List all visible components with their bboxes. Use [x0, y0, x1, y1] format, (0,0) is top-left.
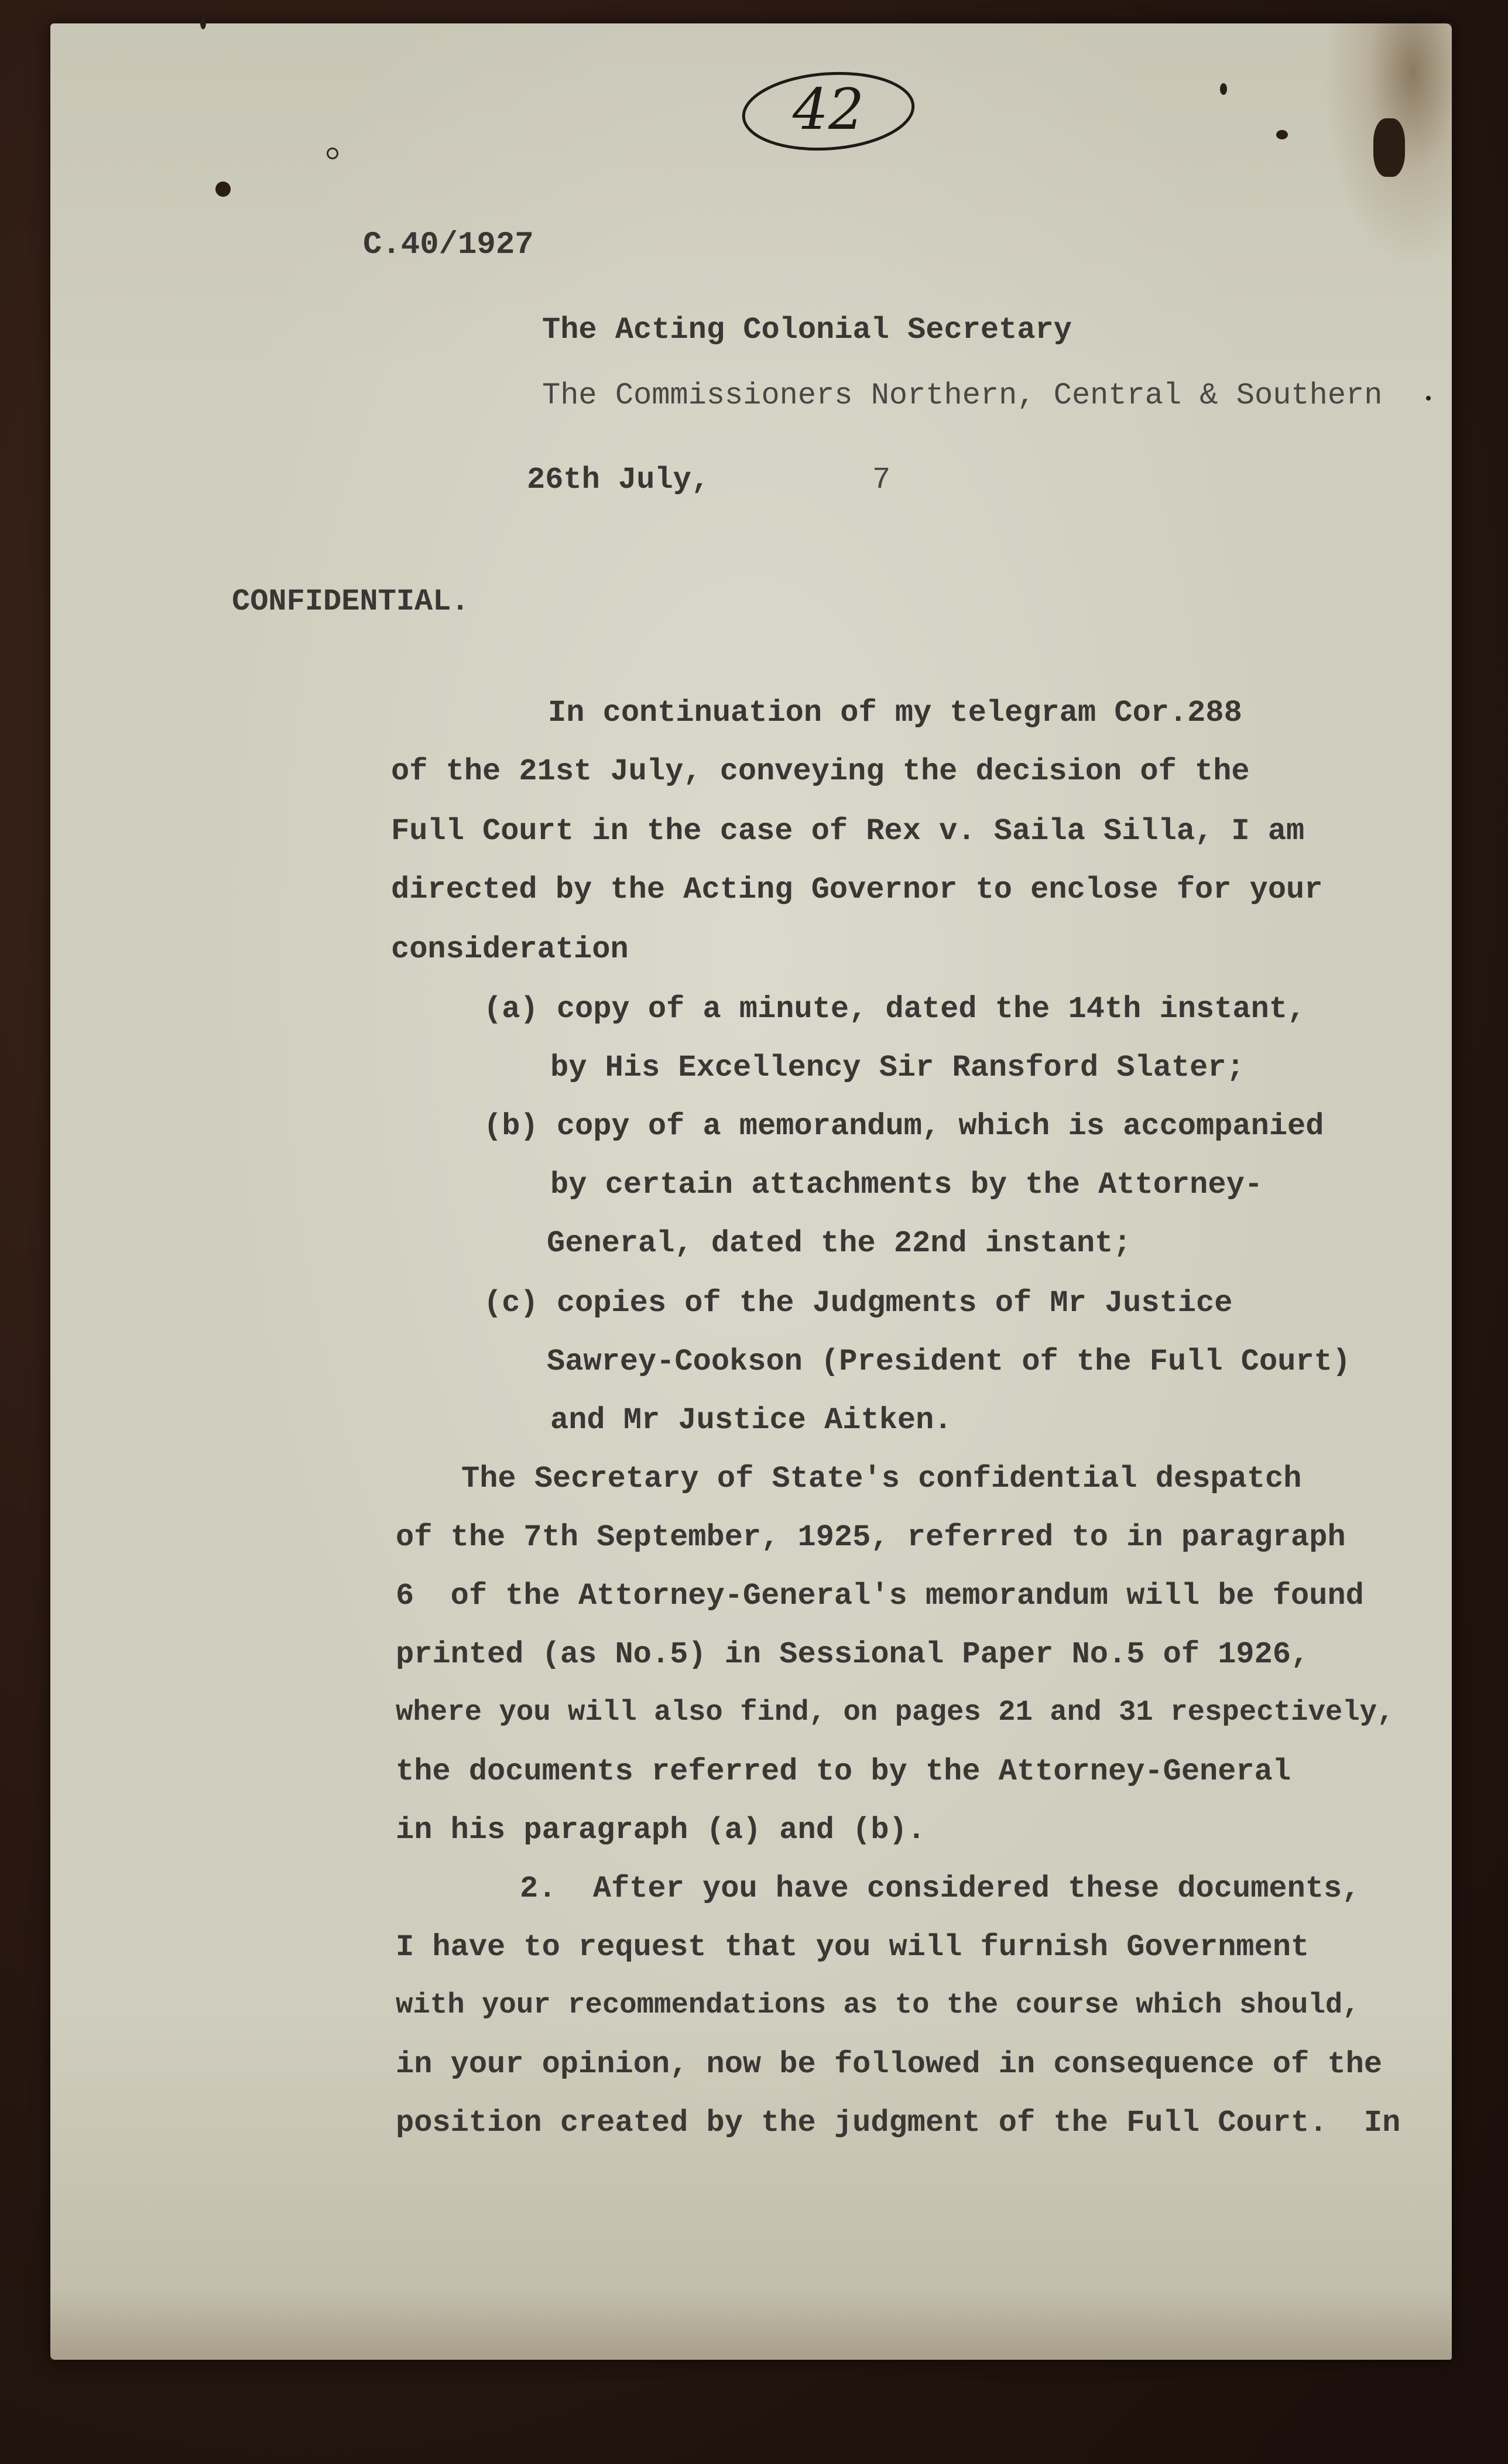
from-line: The Acting Colonial Secretary	[542, 313, 1072, 347]
body-line: directed by the Acting Governor to enclose for your	[391, 872, 1323, 907]
body-line: General, dated the 22nd instant;	[547, 1226, 1132, 1261]
paper-speck	[1276, 130, 1288, 139]
body-line: 6 of the Attorney-General's memorandum will be found	[396, 1579, 1364, 1613]
paper-speck	[1220, 83, 1227, 95]
body-line: I have to request that you will furnish Government	[396, 1930, 1310, 1965]
body-line: where you will also find, on pages 21 and 31 respectively,	[396, 1696, 1394, 1729]
body-line: by certain attachments by the Attorney-	[550, 1168, 1263, 1202]
body-line: (c) copies of the Judgments of Mr Justice	[484, 1286, 1233, 1320]
to-line: The Commissioners Northern, Central & Southern	[542, 378, 1383, 413]
page-number-text: 42	[792, 77, 865, 142]
body-line: the documents referred to by the Attorney-General	[396, 1754, 1291, 1789]
body-line: Full Court in the case of Rex v. Saila Silla, I am	[391, 814, 1305, 848]
paper-speck	[1373, 118, 1405, 177]
body-line: The Secretary of State's confidential despatch	[461, 1462, 1302, 1496]
handwritten-page-number	[738, 66, 919, 153]
body-line: printed (as No.5) in Sessional Paper No.5 of 1926,	[396, 1637, 1310, 1672]
body-line: of the 7th September, 1925, referred to in paragraph	[396, 1520, 1346, 1555]
body-line: (b) copy of a memorandum, which is accompanied	[484, 1109, 1324, 1144]
paper-speck	[200, 16, 206, 29]
paper-speck	[1426, 396, 1431, 401]
body-line: position created by the judgment of the Full Court. In	[396, 2106, 1401, 2140]
body-line: by His Excellency Sir Ransford Slater;	[550, 1050, 1245, 1085]
body-line: (a) copy of a minute, dated the 14th instant,	[484, 992, 1306, 1026]
classification-label: CONFIDENTIAL.	[232, 584, 469, 619]
letter-date-year: 7	[872, 463, 891, 497]
body-line: of the 21st July, conveying the decision of the	[391, 754, 1250, 789]
body-line: with your recommendations as to the course which should,	[396, 1989, 1360, 2021]
body-line: and Mr Justice Aitken.	[550, 1403, 952, 1438]
paper-speck	[327, 148, 338, 159]
body-line: in your opinion, now be followed in consequence of the	[396, 2047, 1383, 2082]
paper-speck	[215, 182, 231, 197]
body-line: 2. After you have considered these documents,	[520, 1871, 1360, 1906]
letter-date: 26th July,	[527, 463, 710, 497]
body-line: in his paragraph (a) and (b).	[396, 1813, 926, 1847]
paper-shadow	[50, 2290, 1452, 2360]
body-line: consideration	[391, 932, 629, 967]
body-line: Sawrey-Cookson (President of the Full Court)	[547, 1344, 1351, 1379]
body-line: In continuation of my telegram Cor.288	[548, 696, 1242, 730]
reference-number: C.40/1927	[363, 227, 534, 263]
